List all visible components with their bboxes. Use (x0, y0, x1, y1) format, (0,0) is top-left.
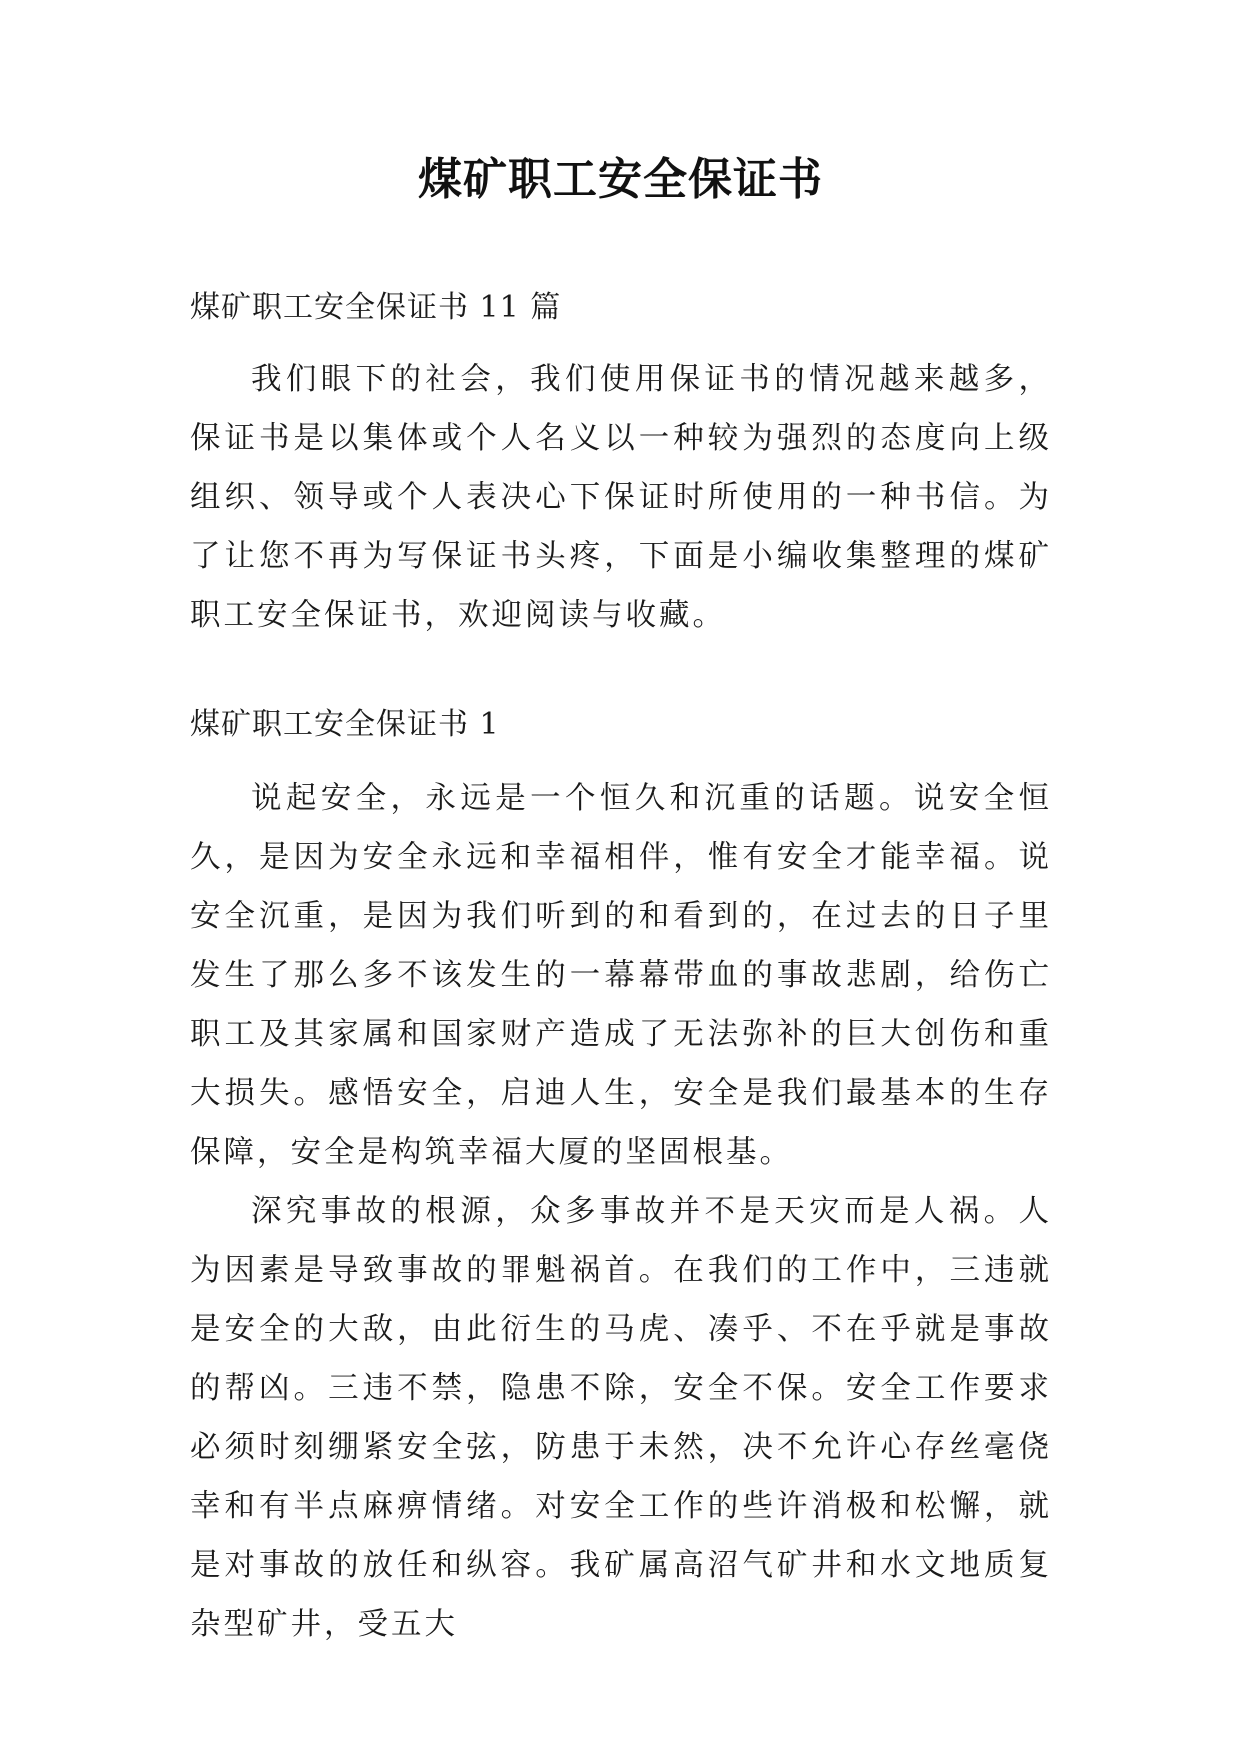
section-paragraph: 说起安全，永远是一个恒久和沉重的话题。说安全恒久，是因为安全永远和幸福相伴，惟有安全才能幸福。说安全沉重，是因为我们听到的和看到的，在过去的日子里发生了那么多不该发生的一幕幕带血的事故悲剧，给伤亡职工及其家属和国家财产造成了无法弥补的巨大创伤和重大损失。感悟安全，启迪人生，安全是我们最基本的生存保障，安全是构筑幸福大厦的坚固根基。 (190, 781, 1052, 1170)
intro-heading: 煤矿职工安全保证书 11 篇 (190, 290, 562, 325)
document-title: 煤矿职工安全保证书 (418, 154, 823, 205)
section-heading: 煤矿职工安全保证书 1 (190, 707, 500, 742)
section-paragraph: 深究事故的根源，众多事故并不是天灾而是人祸。人为因素是导致事故的罪魁祸首。在我们的工作中，三违就是安全的大敌，由此衍生的马虎、凑乎、不在乎就是事故的帮凶。三违不禁，隐患不除，安全不保。安全工作要求必须时刻绷紧安全弦，防患于未然，决不允许心存丝毫侥幸和有半点麻痹情绪。对安全工作的些许消极和松懈，就是对事故的放任和纵容。我矿属高沼气矿井和水文地质复杂型矿井，受五大 (190, 1194, 1052, 1642)
document-body (190, 290, 1052, 1654)
intro-paragraph: 我们眼下的社会，我们使用保证书的情况越来越多，保证书是以集体或个人名义以一种较为强烈的态度向上级组织、领导或个人表决心下保证时所使用的一种书信。为了让您不再为写保证书头疼，下面是小编收集整理的煤矿职工安全保证书，欢迎阅读与收藏。 (190, 362, 1052, 633)
